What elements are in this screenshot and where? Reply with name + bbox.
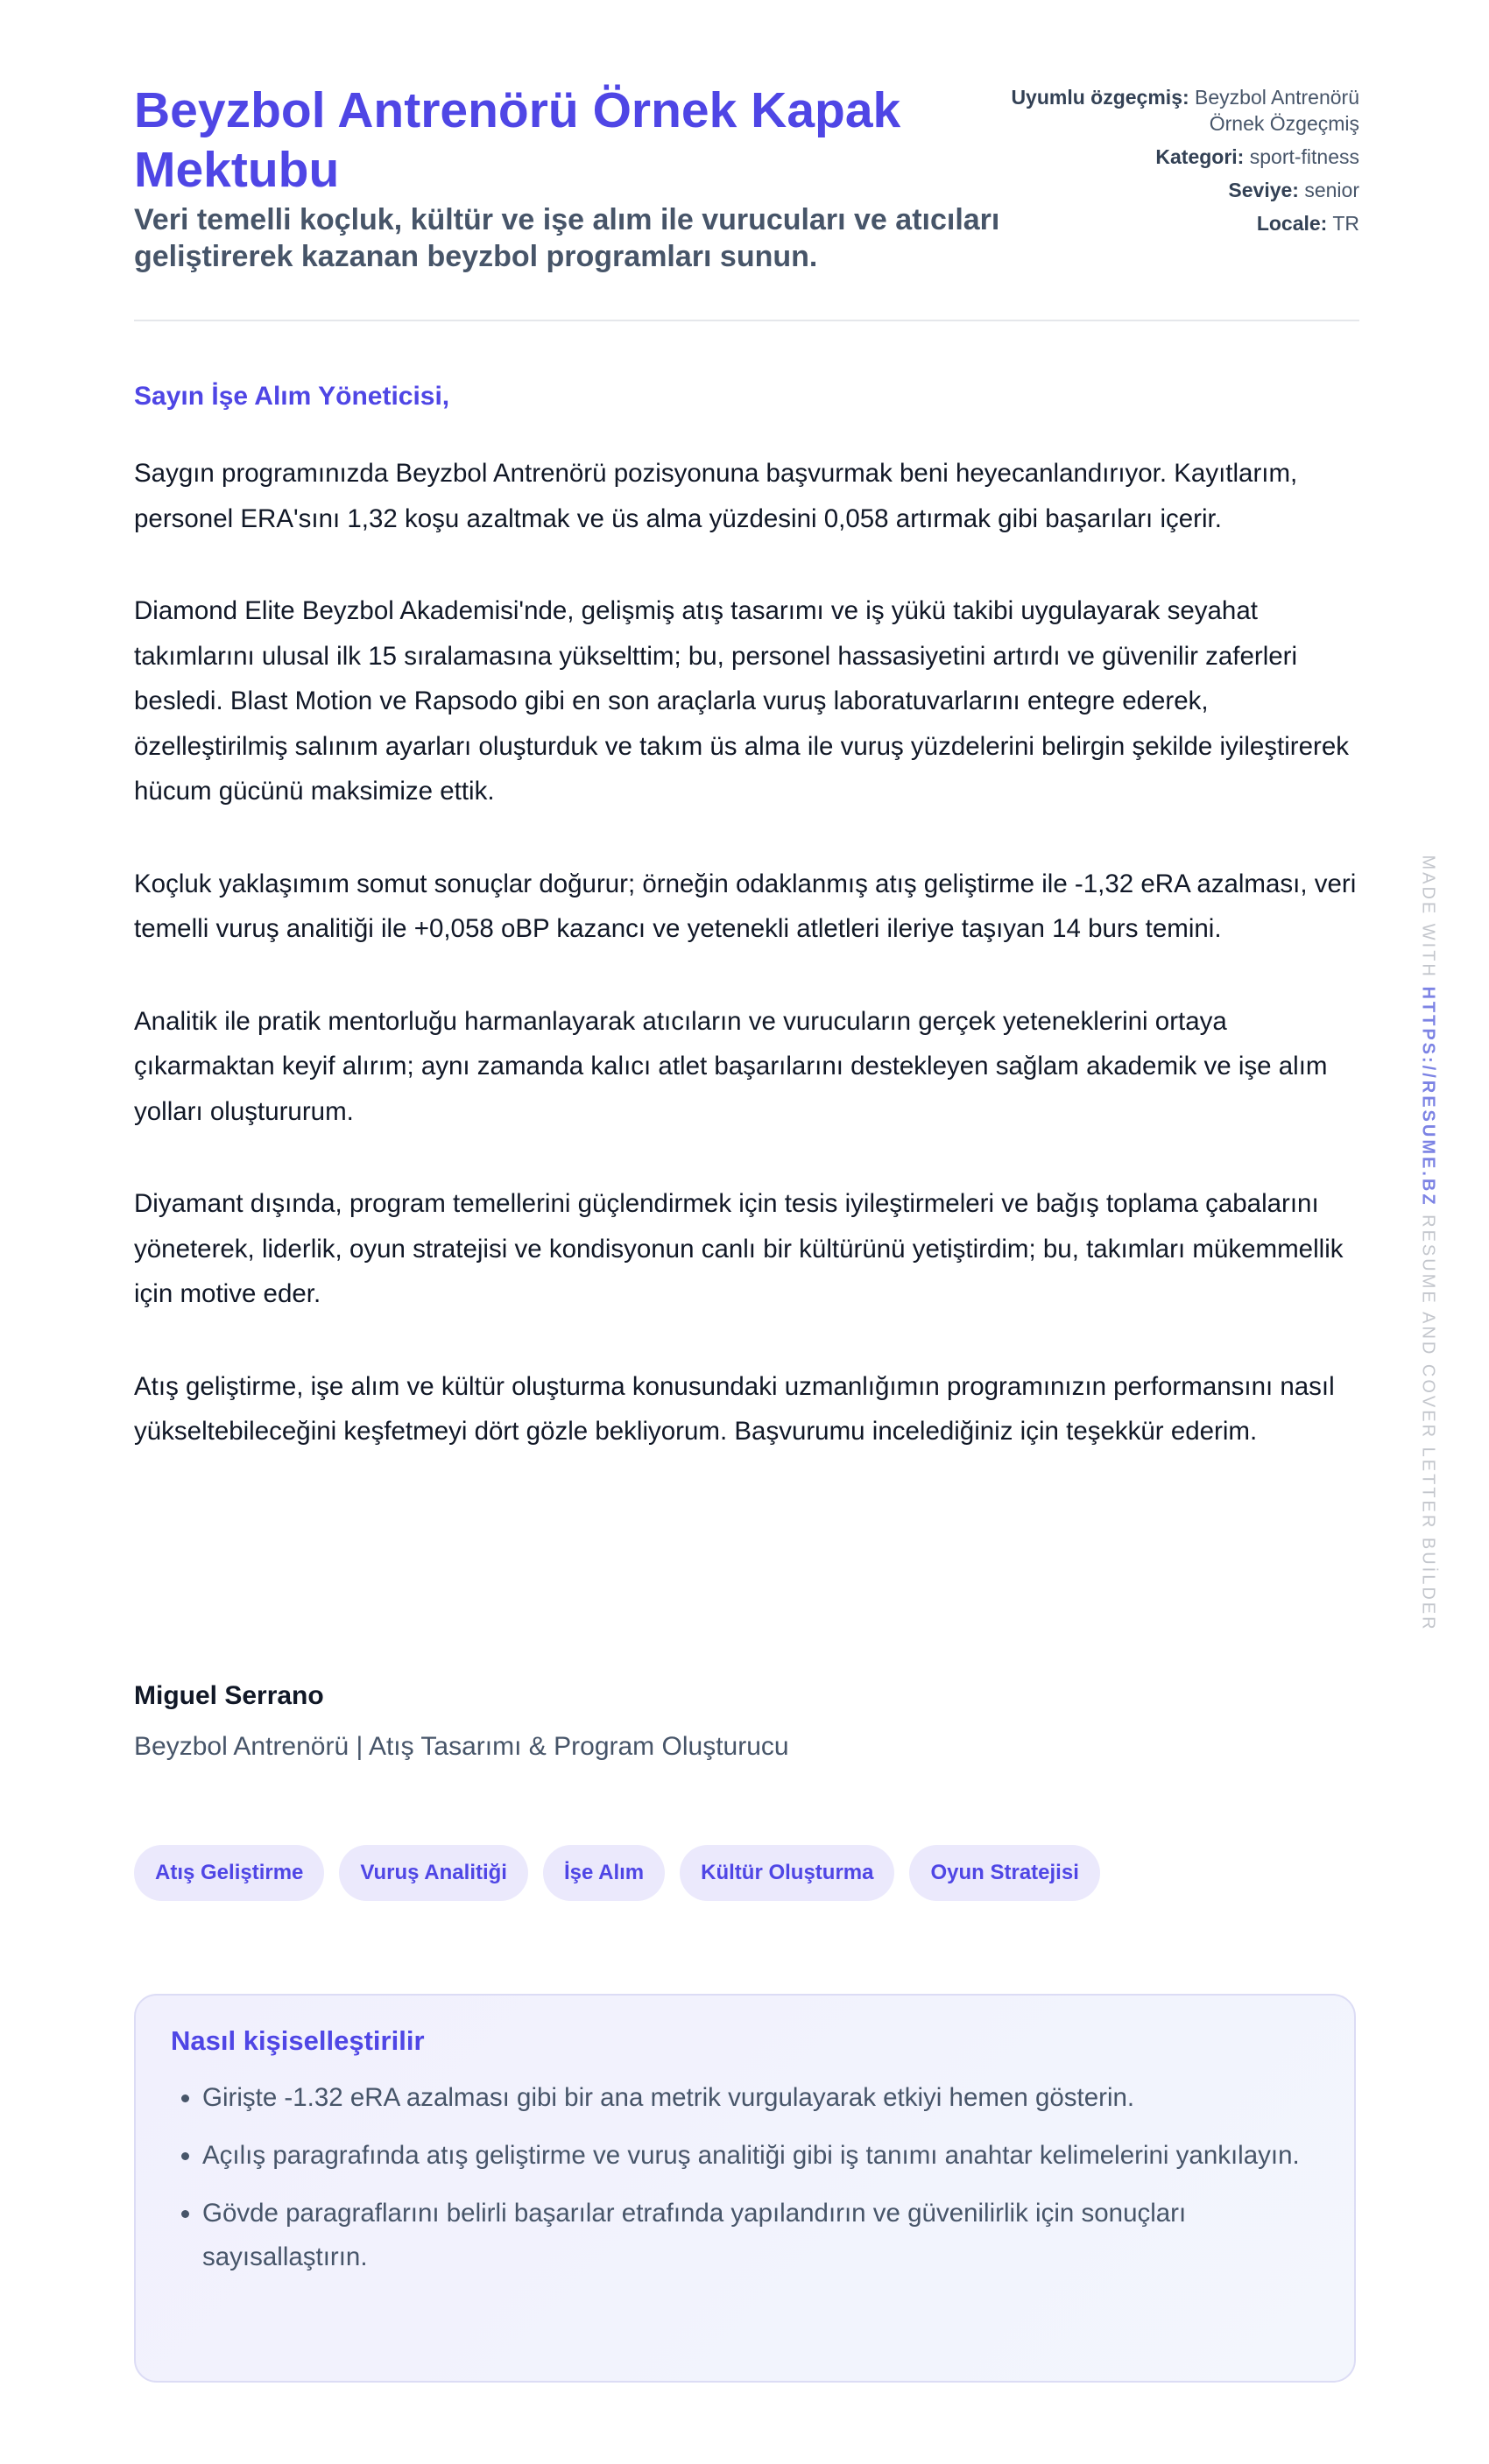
meta-info <box>991 84 1359 243</box>
cover-letter-page <box>134 0 1359 2271</box>
meta-label: Locale: <box>1256 212 1328 235</box>
skill-tag: İşe Alım <box>543 1845 665 1901</box>
watermark-link[interactable]: HTTPS://RESUME.BZ <box>1418 986 1438 1207</box>
skill-tag: Atış Geliştirme <box>134 1845 324 1901</box>
tip-item: • Gövde paragraflarını belirli başarılar etrafında yapılandırın ve güvenilirlik için sonuçları sayısallaştırın. <box>202 2192 1319 2279</box>
meta-label: Uyumlu özgeçmiş: <box>1011 86 1189 109</box>
signature-name: Miguel Serrano <box>134 1681 324 1710</box>
watermark-suffix: RESUME AND COVER LETTER BUİLDER <box>1418 1214 1438 1632</box>
skill-tag: Kültür Oluşturma <box>680 1845 894 1901</box>
page-subtitle: Veri temelli koçluk, kültür ve işe alım ile vurucuları ve atıcıları geliştirerek kazanan beyzbol programları sunun. <box>134 203 1000 273</box>
meta-label: Seviye: <box>1228 179 1299 201</box>
paragraph: Diamond Elite Beyzbol Akademisi'nde, gelişmiş atış tasarımı ve iş yükü takibi uygulayarak seyahat takımlarını ulusal ilk 15 sıralamasına yükselttim; bu, personel hassasiyetini artırdı ve güvenilir zaferleri besledi. Blast Motion ve Rapsodo gibi en son araçlarla vuruş laboratuvarlarını entegre ederek, özelleştirilmiş salınım ayarları oluşturduk ve takım üs alma ile vuruş yüzdelerini belirgin şekilde iyileştirerek hücum gücünü maksimize ettik. <box>134 596 1350 806</box>
skill-tag: Oyun Stratejisi <box>909 1845 1099 1901</box>
paragraph: Atış geliştirme, işe alım ve kültür oluşturma konusundaki uzmanlığımın programınızın performansını nasıl yükseltebileceğini keşfetmeyi dört gözle bekliyorum. Başvurumu incelediğiniz için teşekkür ederim. <box>134 1371 1335 1446</box>
skill-tags <box>134 1845 1100 1901</box>
customization-tips <box>134 1994 1356 2383</box>
meta-value: senior <box>1304 179 1359 201</box>
page-title: Beyzbol Antrenörü Örnek Kapak Mektubu <box>134 82 901 198</box>
paragraph: Diyamant dışında, program temellerini güçlendirmek için tesis iyileştirmeleri ve bağış toplama çabalarını yöneterek, liderlik, oyun stratejisi ve kondisyonun canlı bir kültürünü yetiştirdim; bu, takımları mükemmellik için motive eder. <box>134 1189 1344 1308</box>
meta-matching-resume <box>991 84 1359 137</box>
tips-title: Nasıl kişiselleştirilir <box>171 2025 425 2056</box>
header <box>134 0 1359 321</box>
signature-title: Beyzbol Antrenörü | Atış Tasarımı & Program Oluşturucu <box>134 1732 789 1761</box>
paragraph: Analitik ile pratik mentorluğu harmanlayarak atıcıların ve vurucuların gerçek yeteneklerini ortaya çıkarmaktan keyif alırım; aynı zamanda kalıcı atlet başarılarını destekleyen sağlam akademik ve işe alım yolları oluştururum. <box>134 1006 1328 1126</box>
meta-level <box>991 177 1359 203</box>
tips-list <box>171 2076 1319 2279</box>
meta-category <box>991 144 1359 170</box>
tip-item: • Açılış paragrafında atış geliştirme ve vuruş analitiği gibi iş tanımı anahtar kelimelerini yankılayın. <box>202 2134 1319 2178</box>
watermark-prefix: MADE WITH <box>1418 855 1438 979</box>
meta-value[interactable]: Beyzbol Antrenörü Örnek Özgeçmiş <box>1195 86 1359 135</box>
tip-item: • Girişte -1.32 eRA azalması gibi bir ana metrik vurgulayarak etkiyi hemen gösterin. <box>202 2076 1319 2120</box>
meta-value: TR <box>1332 212 1359 235</box>
skill-tag: Vuruş Analitiği <box>339 1845 528 1901</box>
paragraph: Saygın programınızda Beyzbol Antrenörü pozisyonuna başvurmak beni heyecanlandırıyor. Kayıtlarım, personel ERA'sını 1,32 koşu azaltmak ve üs alma yüzdesini 0,058 artırmak gibi başarıları içerir. <box>134 459 1298 533</box>
letter-body <box>134 451 1359 1502</box>
meta-value: sport-fitness <box>1249 145 1359 168</box>
watermark <box>1418 855 1438 1631</box>
meta-label: Kategori: <box>1155 145 1245 168</box>
meta-locale <box>991 210 1359 236</box>
paragraph: Koçluk yaklaşımım somut sonuçlar doğurur; örneğin odaklanmış atış geliştirme ile -1,32 eRA azalması, veri temelli vuruş analitiği ile +0,058 oBP kazancı ve yetenekli atletleri ileriye taşıyan 14 burs temini. <box>134 869 1357 943</box>
salutation: Sayın İşe Alım Yöneticisi, <box>134 382 450 411</box>
